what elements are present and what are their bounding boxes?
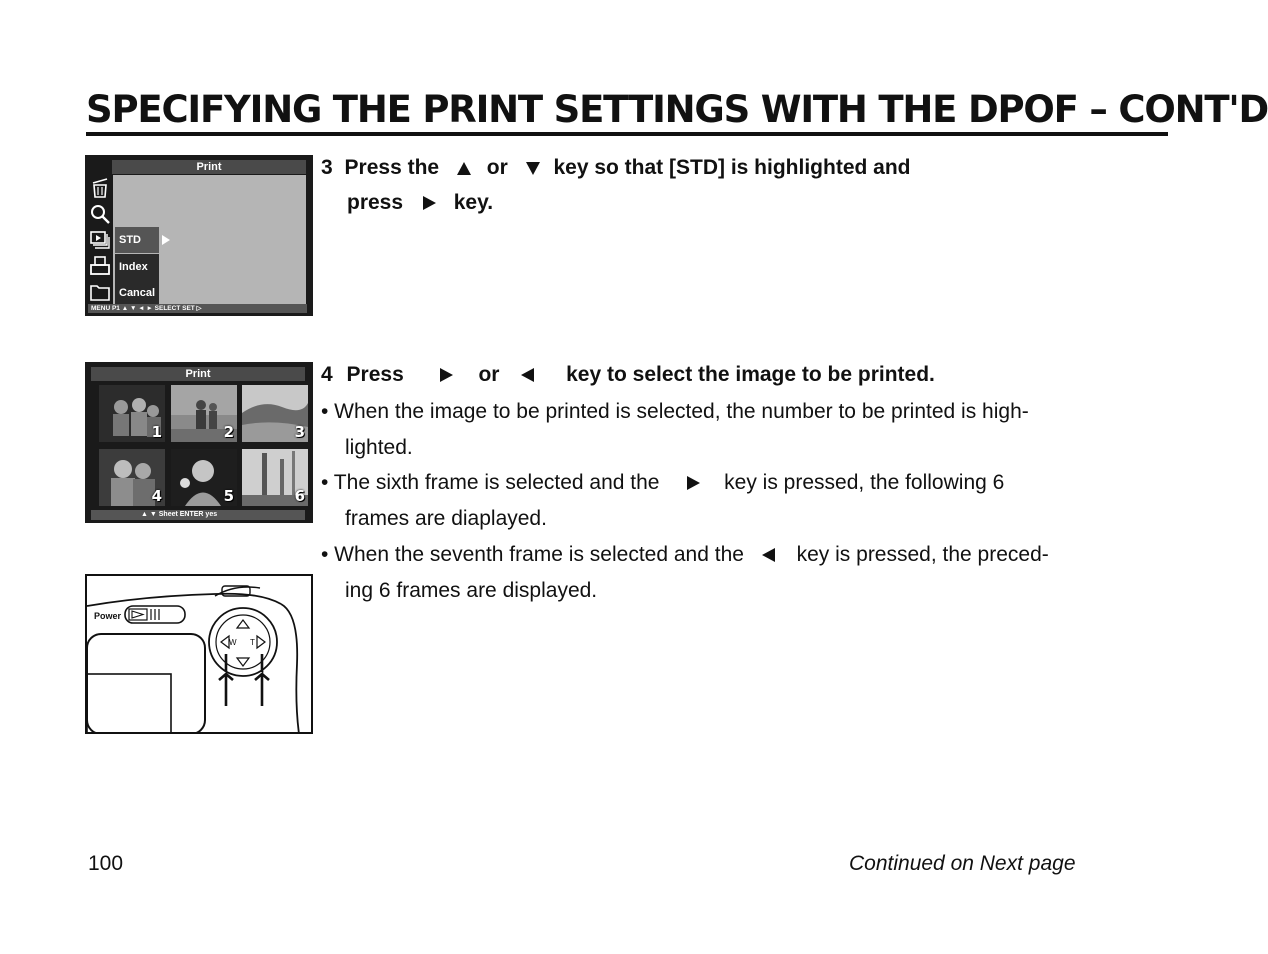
thumbnail-2 <box>171 385 237 442</box>
thumbnail-number: 3 <box>294 423 305 441</box>
folder-icon <box>89 281 111 303</box>
bullet-3-text-post: key is pressed, the preced- <box>796 543 1049 566</box>
screen2-title: Print <box>91 367 305 381</box>
thumbnail-3 <box>242 385 308 442</box>
thumbnail-number: 5 <box>223 487 234 505</box>
step-3-line-2 <box>347 191 493 215</box>
print-menu-screen <box>85 155 313 316</box>
camera-back-illustration <box>85 574 313 734</box>
step-3-line-1 <box>321 156 911 180</box>
print-thumbnail-screen <box>85 362 313 523</box>
wide-label: W <box>229 638 237 647</box>
thumbnail-4 <box>99 449 165 506</box>
bullet-1-line-1: • When the image to be printed is selected, the number to be printed is high- <box>321 400 1029 423</box>
step-3-word-key: key. <box>453 191 494 214</box>
right-triangle-icon <box>423 196 436 210</box>
step-4-word-press: Press <box>346 363 404 386</box>
right-triangle-icon <box>161 234 171 246</box>
page-number: 100 <box>88 852 124 875</box>
menu-item-cancel: Cancal <box>115 280 159 306</box>
page-title: SPECIFYING THE PRINT SETTINGS WITH THE DPOF – CONT'D <box>86 88 1268 131</box>
bullet-3-line-2: ing 6 frames are displayed. <box>345 579 598 602</box>
bullet-2-text-post: key is pressed, the following 6 <box>724 471 1005 494</box>
left-triangle-icon <box>521 368 534 382</box>
bullet-3-text-pre: • When the seventh frame is selected and the <box>321 543 744 566</box>
bullet-2-line-1 <box>321 471 1004 495</box>
left-triangle-icon <box>762 548 775 562</box>
screen1-bottom-bar: MENU P1 ▲ ▼ ◄ ► SELECT SET ▷ <box>88 304 307 313</box>
step-3-number: 3 <box>321 156 333 179</box>
thumbnail-number: 4 <box>151 487 162 505</box>
step-3-word-rest: key so that [STD] is highlighted and <box>553 156 911 179</box>
screen2-bottom-bar-text: ▲ ▼ Sheet ENTER yes <box>141 511 218 518</box>
thumbnail-5 <box>171 449 237 506</box>
bullet-3-line-1 <box>321 543 1049 567</box>
power-label: Power <box>94 611 122 621</box>
magnify-icon <box>89 203 111 225</box>
up-triangle-icon <box>457 162 471 175</box>
step-4-line-1 <box>321 363 935 387</box>
thumbnail-number: 1 <box>151 423 162 441</box>
menu-item-index: Index <box>115 254 159 280</box>
tele-label: T <box>250 638 255 647</box>
screen2-bottom-bar <box>91 510 305 520</box>
slideshow-icon <box>89 229 111 251</box>
title-rule <box>86 132 1168 136</box>
step-3-word-press-the: Press the <box>344 156 440 179</box>
bullet-2-line-2: frames are diaplayed. <box>345 507 547 530</box>
step-4-word-rest: key to select the image to be printed. <box>566 363 935 386</box>
screen1-title: Print <box>112 160 306 174</box>
thumbnail-number: 6 <box>294 487 305 505</box>
step-3-word-press: press <box>347 191 404 214</box>
print-icon <box>89 255 111 277</box>
thumbnail-6 <box>242 449 308 506</box>
trash-icon <box>89 177 111 199</box>
right-triangle-icon <box>687 476 700 490</box>
down-triangle-icon <box>526 162 540 175</box>
menu-item-std: STD <box>115 227 159 253</box>
thumbnail-number: 2 <box>223 423 234 441</box>
thumbnail-1 <box>99 385 165 442</box>
continued-note: Continued on Next page <box>849 852 1076 875</box>
right-triangle-icon <box>440 368 453 382</box>
camera-drawing <box>85 574 313 734</box>
step-4-word-or: or <box>478 363 500 386</box>
step-3-word-or: or <box>486 156 508 179</box>
bullet-1-line-2: lighted. <box>345 436 413 459</box>
bullet-2-text-pre: • The sixth frame is selected and the <box>321 471 660 494</box>
step-4-number: 4 <box>321 363 333 386</box>
